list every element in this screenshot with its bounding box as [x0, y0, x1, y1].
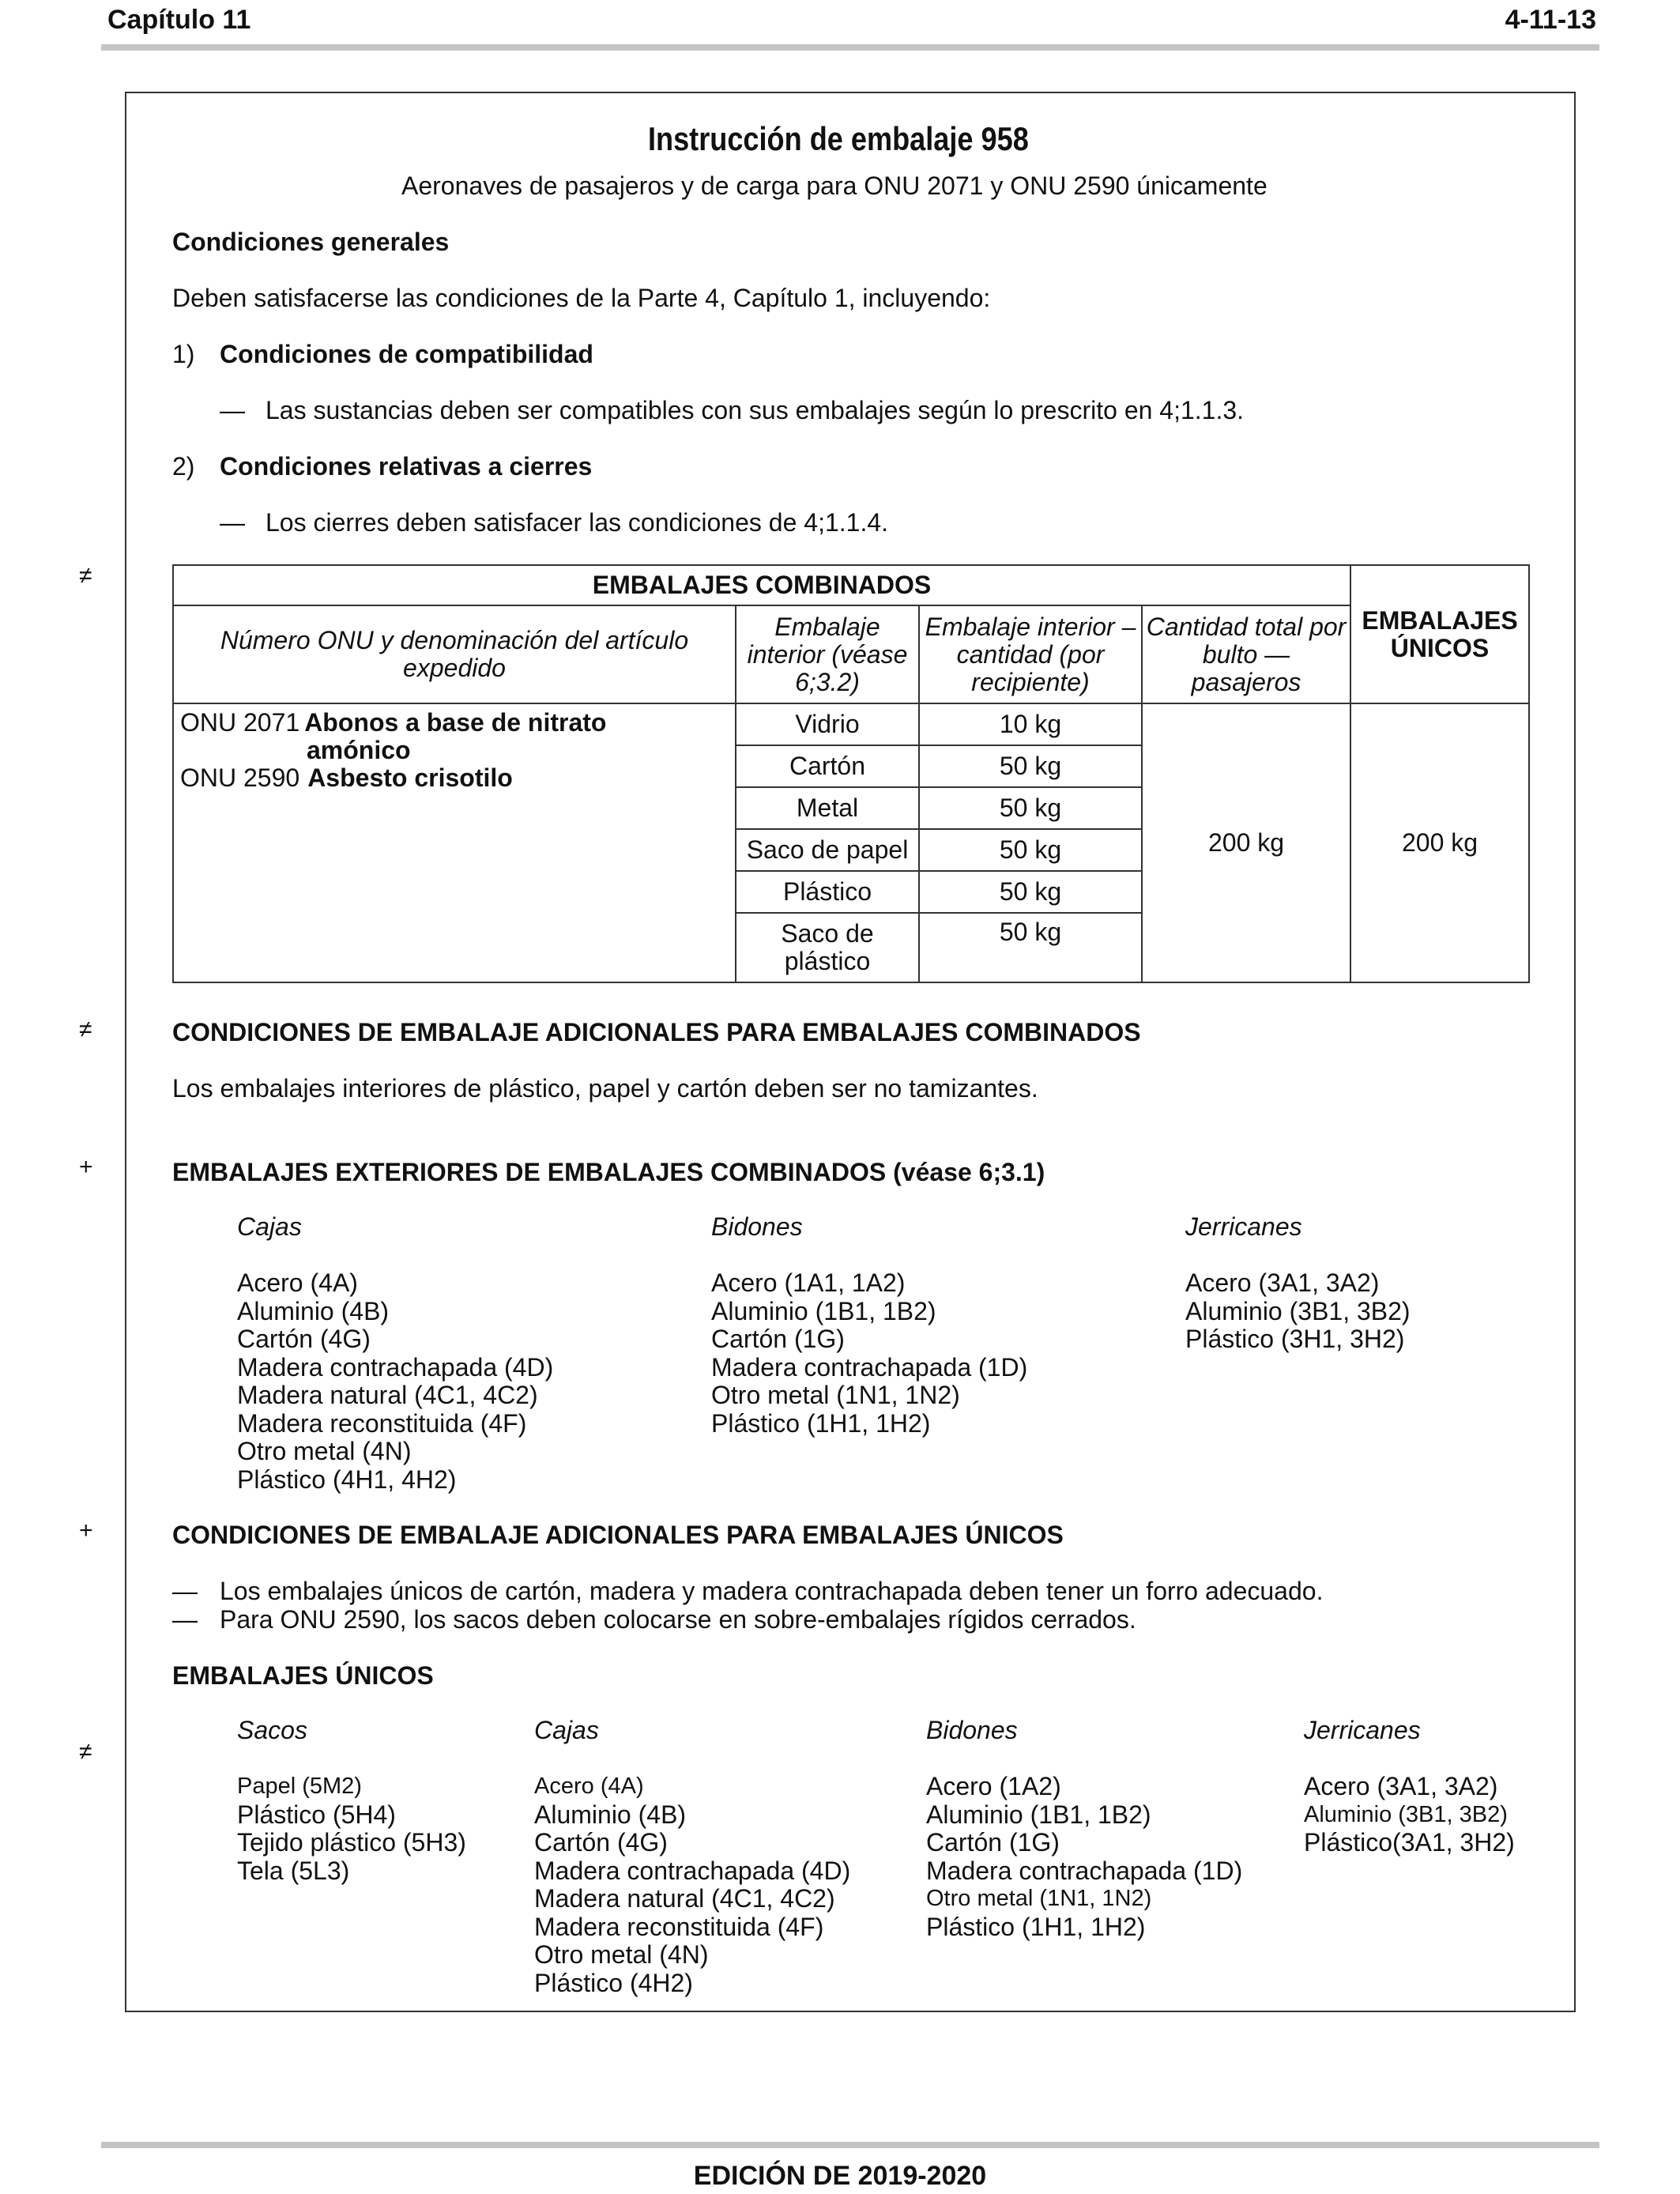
inner-quantity-cell: 50 kg — [919, 829, 1142, 871]
list-item: Plástico (1H1, 1H2) — [711, 1408, 931, 1438]
list-item: Acero (1A2) — [926, 1772, 1061, 1800]
chapter-header: Capítulo 11 — [107, 5, 251, 35]
list-item: Tejido plástico (5H3) — [237, 1828, 466, 1857]
list-item: Otro metal (4N) — [237, 1437, 412, 1465]
list-item: Acero (1A1, 1A2) — [711, 1269, 906, 1297]
column-title: Sacos — [237, 1716, 307, 1744]
list-item: Acero (4A) — [237, 1269, 358, 1297]
list-item: Aluminio (4B) — [534, 1800, 687, 1829]
condition-2-number: 2) — [172, 452, 195, 481]
single-column-cajas — [534, 1717, 850, 1997]
condition-1-title: Condiciones de compatibilidad — [220, 340, 593, 368]
list-item: Aluminio (1B1, 1B2) — [711, 1296, 936, 1325]
margin-mark-additional-combined: ≠ — [79, 1016, 92, 1042]
list-item: Madera contrachapada (1D) — [711, 1352, 1028, 1382]
condition-1-number: 1) — [172, 340, 195, 368]
additional-single-heading: CONDICIONES DE EMBALAJE ADICIONALES PARA EMBALAJES ÚNICOS — [172, 1521, 1064, 1549]
margin-mark-single-packagings: ≠ — [79, 1739, 92, 1765]
inner-packaging-cell: Metal — [736, 787, 919, 829]
instruction-subtitle: Aeronaves de pasajeros y de carga para ONU 2071 y ONU 2590 únicamente — [401, 172, 1268, 200]
list-item: Acero (3A1, 3A2) — [1304, 1772, 1498, 1800]
inner-quantity-cell: 50 kg — [919, 871, 1142, 913]
outer-column-jerricanes — [1185, 1213, 1411, 1354]
total-quantity-header: Cantidad total por bulto — pasajeros — [1142, 605, 1350, 703]
bullet-dash: — — [172, 1577, 198, 1605]
general-conditions-intro: Deben satisfacerse las condiciones de la Parte 4, Capítulo 1, incluyendo: — [172, 284, 991, 312]
list-item: Plástico (5H4) — [237, 1800, 396, 1829]
list-item: Aluminio (4B) — [237, 1296, 390, 1325]
single-column-bidones — [926, 1717, 1242, 1941]
list-item: Madera natural (4C1, 4C2) — [237, 1381, 538, 1409]
additional-combined-text: Los embalajes interiores de plástico, papel y cartón deben ser no tamizantes. — [172, 1074, 1038, 1103]
list-item: Papel (5M2) — [237, 1774, 362, 1799]
un-name: Abonos a base de nitrato — [304, 708, 607, 737]
column-title: Bidones — [711, 1212, 803, 1241]
list-item: Plástico (3H1, 3H2) — [1185, 1325, 1405, 1353]
total-quantity-cell: 200 kg — [1142, 703, 1350, 982]
column-title: Cajas — [237, 1212, 302, 1241]
un-line — [180, 737, 729, 764]
list-item: Cartón (1G) — [711, 1325, 845, 1353]
inner-quantity-header: Embalaje interior – cantidad (por recipiente) — [919, 605, 1142, 703]
list-item: Madera contrachapada (4D) — [237, 1352, 554, 1382]
inner-packaging-cell: Plástico — [736, 871, 919, 913]
margin-mark-additional-single: + — [79, 1517, 93, 1544]
margin-mark-table: ≠ — [79, 563, 92, 589]
list-item: Aluminio (3B1, 3B2) — [1185, 1296, 1411, 1325]
general-conditions-heading: Condiciones generales — [172, 228, 450, 256]
list-item: Plástico (4H2) — [534, 1968, 693, 1997]
column-title: Cajas — [534, 1716, 599, 1744]
un-number: ONU 2071 — [180, 708, 300, 737]
inner-packaging-cell: Saco de plástico — [736, 913, 919, 982]
additional-single-bullet: Para ONU 2590, los sacos deben colocarse en sobre-embalajes rígidos cerrados. — [220, 1605, 1136, 1634]
single-column-sacos — [237, 1717, 466, 1885]
inner-quantity-cell: 50 kg — [919, 913, 1142, 982]
outer-column-cajas — [237, 1213, 553, 1494]
single-packagings-heading: EMBALAJES ÚNICOS — [172, 1661, 434, 1690]
additional-single-bullet: Los embalajes únicos de cartón, madera y madera contrachapada deben tener un forro adecuado. — [220, 1577, 1324, 1605]
list-item: Madera reconstituida (4F) — [237, 1408, 527, 1438]
un-column-header: Número ONU y denominación del artículo expedido — [173, 605, 736, 703]
column-title: Jerricanes — [1304, 1716, 1421, 1744]
outer-packagings-heading: EMBALAJES EXTERIORES DE EMBALAJES COMBINADOS (véase 6;3.1) — [172, 1158, 1045, 1186]
list-item: Cartón (4G) — [534, 1828, 668, 1857]
inner-packaging-cell: Cartón — [736, 745, 919, 787]
outer-column-bidones — [711, 1213, 1027, 1438]
combined-packagings-header: EMBALAJES COMBINADOS — [173, 565, 1350, 605]
list-item: Madera contrachapada (1D) — [926, 1856, 1243, 1885]
list-item: Cartón (1G) — [926, 1828, 1060, 1857]
list-item: Madera natural (4C1, 4C2) — [534, 1884, 835, 1913]
un-name: amónico — [307, 736, 411, 764]
inner-quantity-cell: 10 kg — [919, 703, 1142, 745]
additional-combined-heading: CONDICIONES DE EMBALAJE ADICIONALES PARA EMBALAJES COMBINADOS — [172, 1018, 1141, 1046]
inner-quantity-cell: 50 kg — [919, 787, 1142, 829]
un-number: ONU 2590 — [180, 763, 300, 792]
column-title: Bidones — [926, 1716, 1018, 1744]
list-item: Madera contrachapada (4D) — [534, 1856, 851, 1885]
packing-table — [172, 564, 1530, 983]
inner-packaging-cell: Vidrio — [736, 703, 919, 745]
page-number: 4-11-13 — [1505, 5, 1596, 35]
list-item: Tela (5L3) — [237, 1856, 350, 1885]
list-item: Madera reconstituida (4F) — [534, 1912, 824, 1941]
column-title: Jerricanes — [1185, 1212, 1302, 1241]
list-item: Otro metal (1N1, 1N2) — [711, 1381, 960, 1409]
footer-rule — [101, 2142, 1599, 2148]
single-column-jerricanes — [1304, 1717, 1515, 1857]
margin-mark-outer-packagings: + — [79, 1154, 93, 1180]
inner-packaging-header: Embalaje interior (véase 6;3.2) — [736, 605, 919, 703]
condition-2-title: Condiciones relativas a cierres — [220, 452, 593, 481]
un-line — [180, 764, 729, 792]
list-item: Otro metal (4N) — [534, 1940, 709, 1969]
list-item: Plástico (1H1, 1H2) — [926, 1912, 1146, 1941]
un-name: Asbesto crisotilo — [307, 763, 513, 792]
un-line — [180, 709, 729, 737]
condition-2-dash: — — [220, 508, 245, 537]
inner-packaging-cell: Saco de papel — [736, 829, 919, 871]
list-item: Otro metal (1N1, 1N2) — [926, 1886, 1152, 1911]
single-packagings-header — [1350, 565, 1529, 703]
single-header-line-1: EMBALAJES — [1362, 605, 1518, 635]
list-item: Acero (3A1, 3A2) — [1185, 1269, 1380, 1297]
list-item: Aluminio (1B1, 1B2) — [926, 1800, 1151, 1829]
single-total-cell: 200 kg — [1350, 703, 1529, 982]
condition-1-dash: — — [220, 396, 245, 424]
list-item: Acero (4A) — [534, 1774, 644, 1799]
bullet-dash: — — [172, 1605, 198, 1634]
instruction-title: Instrucción de embalaje 958 — [648, 120, 1029, 157]
edition-footer: EDICIÓN DE 2019-2020 — [693, 2161, 987, 2191]
list-item: Plástico (4H1, 4H2) — [237, 1465, 457, 1494]
list-item: Aluminio (3B1, 3B2) — [1304, 1801, 1508, 1827]
header-rule — [101, 44, 1599, 51]
condition-1-text: Las sustancias deben ser compatibles con sus embalajes según lo prescrito en 4;1.1.3. — [266, 396, 1245, 424]
un-entries-cell — [173, 703, 736, 982]
single-header-line-2: ÚNICOS — [1390, 633, 1490, 662]
condition-2-text: Los cierres deben satisfacer las condiciones de 4;1.1.4. — [266, 508, 889, 537]
list-item: Cartón (4G) — [237, 1325, 371, 1353]
inner-quantity-cell: 50 kg — [919, 745, 1142, 787]
list-item: Plástico(3A1, 3H2) — [1304, 1828, 1515, 1857]
